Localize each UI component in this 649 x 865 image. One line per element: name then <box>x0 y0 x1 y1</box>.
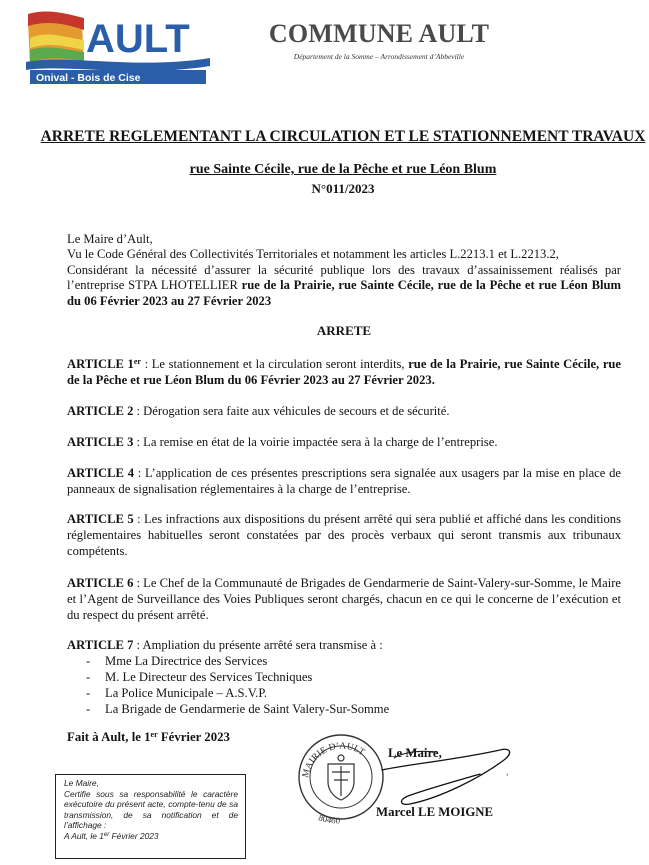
article-2-text: : Dérogation sera faite aux véhicules de secours et de sécurité. <box>133 404 450 418</box>
stamp-top-text: MAIRIE D’AULT <box>300 741 367 779</box>
article-7-label: ARTICLE 7 <box>67 638 134 652</box>
intro-mayor: Le Maire d’Ault, <box>67 232 153 246</box>
article-6-text: : Le Chef de la Communauté de Brigades de Gendarmerie de Saint-Valery-sur-Somme, le Maire et l’Agent de Surveillance des Voies Publiques seront chargés, chacun en ce qui le concerne de l’exécution et du respect du présent arrêté. <box>67 576 621 622</box>
intro-legal-basis: Vu le Code Général des Collectivités Territoriales et notamment les articles L.2213.1 et L.2213.2, <box>67 247 559 262</box>
article-4-text: : L’application de ces présentes prescriptions sera signalée aux usagers par la mise en place de panneaux de signalisation réglementaires à la charge de l’entreprise. <box>67 466 621 496</box>
article-5-text: : Les infractions aux dispositions du présent arrêté qui sera publié et affiché dans les conditions réglementaires habituelles seront constatées par des procès verbaux qui seront transmis aux tribunaux compétents. <box>67 512 621 558</box>
article-1-streets: rue de la Prairie, rue Sainte Cécile, rue de la Pêche et rue Léon Blum du 06 Février 2023 au 27 Février 2023. <box>67 357 622 387</box>
article-1-text: : Le stationnement et la circulation seront interdits, <box>140 357 409 371</box>
stamp-bottom-text: 80460 <box>317 812 341 826</box>
list-item: - La Brigade de Gendarmerie de Saint Valery-Sur-Somme <box>86 701 389 717</box>
ault-logo <box>26 8 210 88</box>
intro-paragraph <box>67 232 621 309</box>
list-item: - M. Le Directeur des Services Techniques <box>86 669 389 685</box>
list-item: - Mme La Directrice des Services <box>86 653 389 669</box>
article-3-label: ARTICLE 3 <box>67 435 134 449</box>
article-3-text: : La remise en état de la voirie impactée sera à la charge de l’entreprise. <box>133 435 498 449</box>
article-3 <box>67 434 621 450</box>
article-7 <box>67 637 621 653</box>
handwritten-signature <box>360 730 540 810</box>
article-6 <box>67 575 621 623</box>
article-1 <box>67 356 621 388</box>
logo-word: AULT <box>86 17 190 61</box>
place-date: Fait à Ault, le 1er Février 2023 <box>67 730 230 744</box>
intro-considering-text: Considérant la nécessité d’assurer la sécurité publique lors des travaux d’assainissement réalisés par l’entreprise STPA LHOTELLIER <box>67 262 621 293</box>
decree-number: N°011/2023 <box>311 181 375 196</box>
certification-box <box>55 774 246 859</box>
article-4-label: ARTICLE 4 <box>67 466 134 480</box>
certification-title: Le Maire, <box>64 778 99 788</box>
intro-considering <box>67 263 621 309</box>
article-6-label: ARTICLE 6 <box>67 576 134 590</box>
list-item: - La Police Municipale – A.S.V.P. <box>86 685 389 701</box>
article-7-text: : Ampliation du présente arrêté sera transmise à : <box>133 638 383 652</box>
article-5-label: ARTICLE 5 <box>67 512 134 526</box>
arrete-heading: ARRETE <box>316 323 372 338</box>
decree-title: ARRETE REGLEMENTANT LA CIRCULATION ET LE STATIONNEMENT TRAVAUX <box>40 128 646 145</box>
certification-date: A Ault, le 1er Février 2023 <box>64 830 159 841</box>
certification-text: Certifie sous sa responsabilité le caractère exécutoire du présent acte, compte-tenu de sa transmission, de sa notification et de l’affichage : <box>64 788 238 831</box>
article-4 <box>67 465 621 497</box>
commune-subtitle: Département de la Somme – Arrondissement d’Abbeville <box>293 52 465 61</box>
article-5 <box>67 511 621 559</box>
coat-of-arms-icon <box>328 755 354 800</box>
signature-tick-mark: ʻ <box>506 772 509 781</box>
mayor-name: Marcel LE MOIGNE <box>376 805 494 819</box>
article-2-label: ARTICLE 2 <box>67 404 134 418</box>
recipient-list <box>86 653 389 717</box>
intro-considering-streets: rue de la Prairie, rue Sainte Cécile, rue de la Pêche et rue Léon Blum du 06 Février 2023 au 27 Février 2023 <box>67 278 622 308</box>
commune-title: COMMUNE AULT <box>268 19 490 48</box>
decree-streets: rue Sainte Cécile, rue de la Pêche et rue Léon Blum <box>189 162 497 177</box>
article-1-label: ARTICLE 1er <box>67 357 141 371</box>
article-2 <box>67 403 621 419</box>
mayor-label: Le Maire, <box>388 746 442 760</box>
logo-tagline: Onival - Bois de Cise <box>36 72 141 84</box>
